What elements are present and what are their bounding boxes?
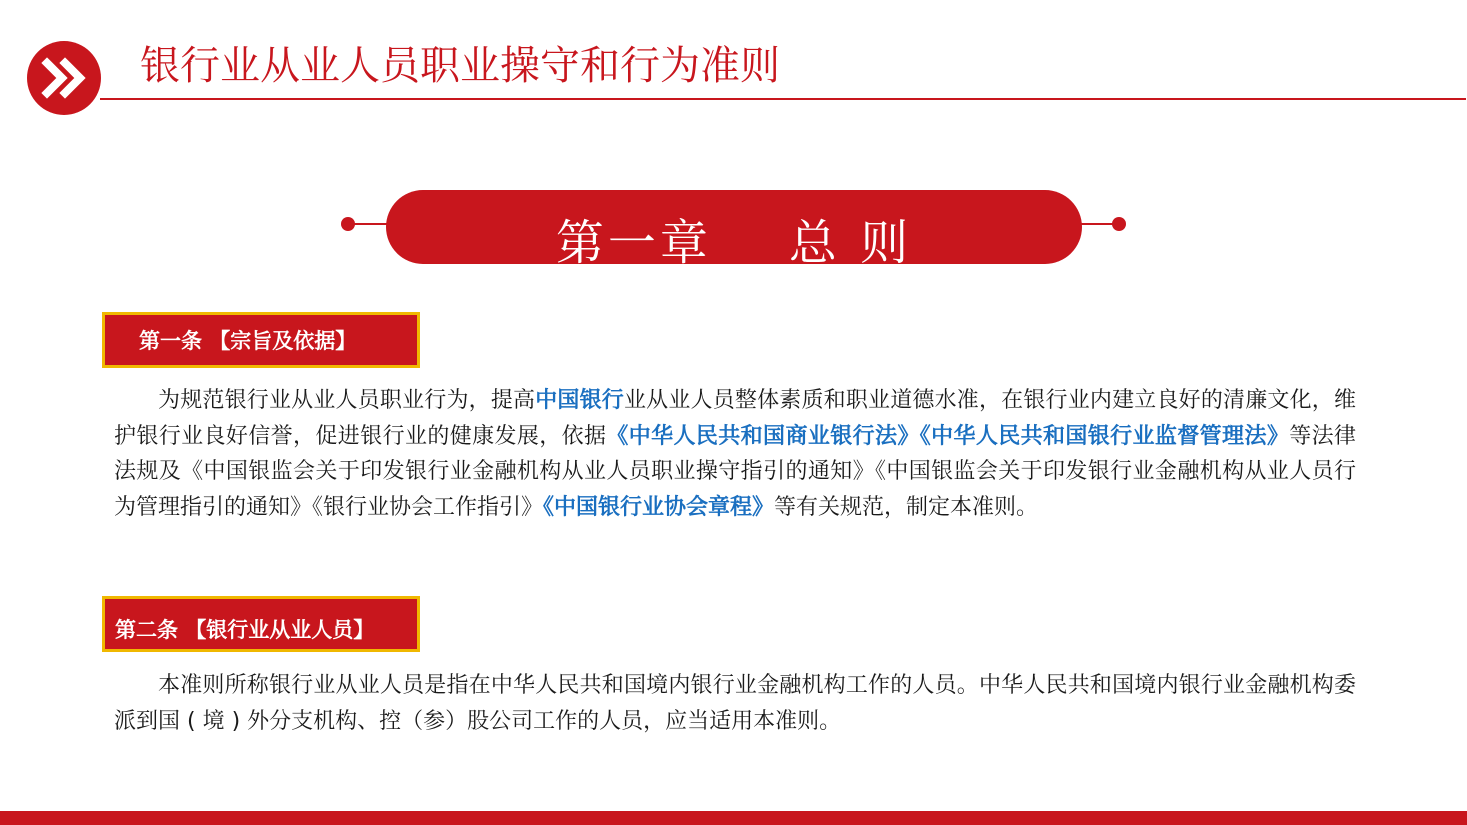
paragraph-text: 为规范银行业从业人员职业行为，提高 — [158, 388, 536, 413]
article-tag-1 — [102, 312, 420, 368]
double-chevron-right-icon — [27, 41, 101, 115]
chapter-title: 第一章 总 则 — [555, 215, 913, 264]
article-paragraph-2 — [114, 668, 1356, 739]
chapter-banner — [386, 190, 1082, 264]
highlighted-law-titles: 《中国银行业协会章程》 — [543, 494, 775, 520]
logo-badge — [27, 41, 101, 115]
banner-dot-right — [1112, 217, 1126, 231]
highlighted-text: 中国银行 — [535, 388, 624, 413]
highlighted-law-titles: 《中华人民共和国商业银行法》《中华人民共和国银行业监督管理法》 — [606, 423, 1290, 449]
paragraph-text: 等法律法规及《中国银监会关于印发银行业金融机构从业人员职业操守指引的通知》《中国银监会关于印发银行业金融机构从业人员行为管理指引的通知》《银行业协会工作指引》 — [114, 423, 1356, 520]
article-paragraph-1 — [114, 383, 1356, 525]
page-title: 银行业从业人员职业操守和行为准则 — [140, 43, 780, 89]
article-tag-label: 第二条 【银行业从业人员】 — [115, 618, 375, 642]
article-tag-2 — [102, 596, 420, 652]
banner-dot-left — [341, 217, 355, 231]
paragraph-text: 等有关规范，制定本准则。 — [774, 494, 1039, 520]
paragraph-text: 业从业人员整体素质和职业道德水准，在银行业内建立良好的清廉文化，维护银行业良好信誉，促进银行业的健康发展，依据 — [114, 388, 1356, 449]
paragraph-text: 本准则所称银行业从业人员是指在中华人民共和国境内银行业金融机构工作的人员。中华人民共和国境内银行业金融机构委派到国 ( 境 ) 外分支机构、控（参）股公司工作的人员，应当适用本准则。 — [114, 673, 1356, 734]
footer-bar — [0, 811, 1467, 825]
header-divider — [100, 98, 1466, 100]
article-tag-label: 第一条 【宗旨及依据】 — [139, 329, 357, 353]
